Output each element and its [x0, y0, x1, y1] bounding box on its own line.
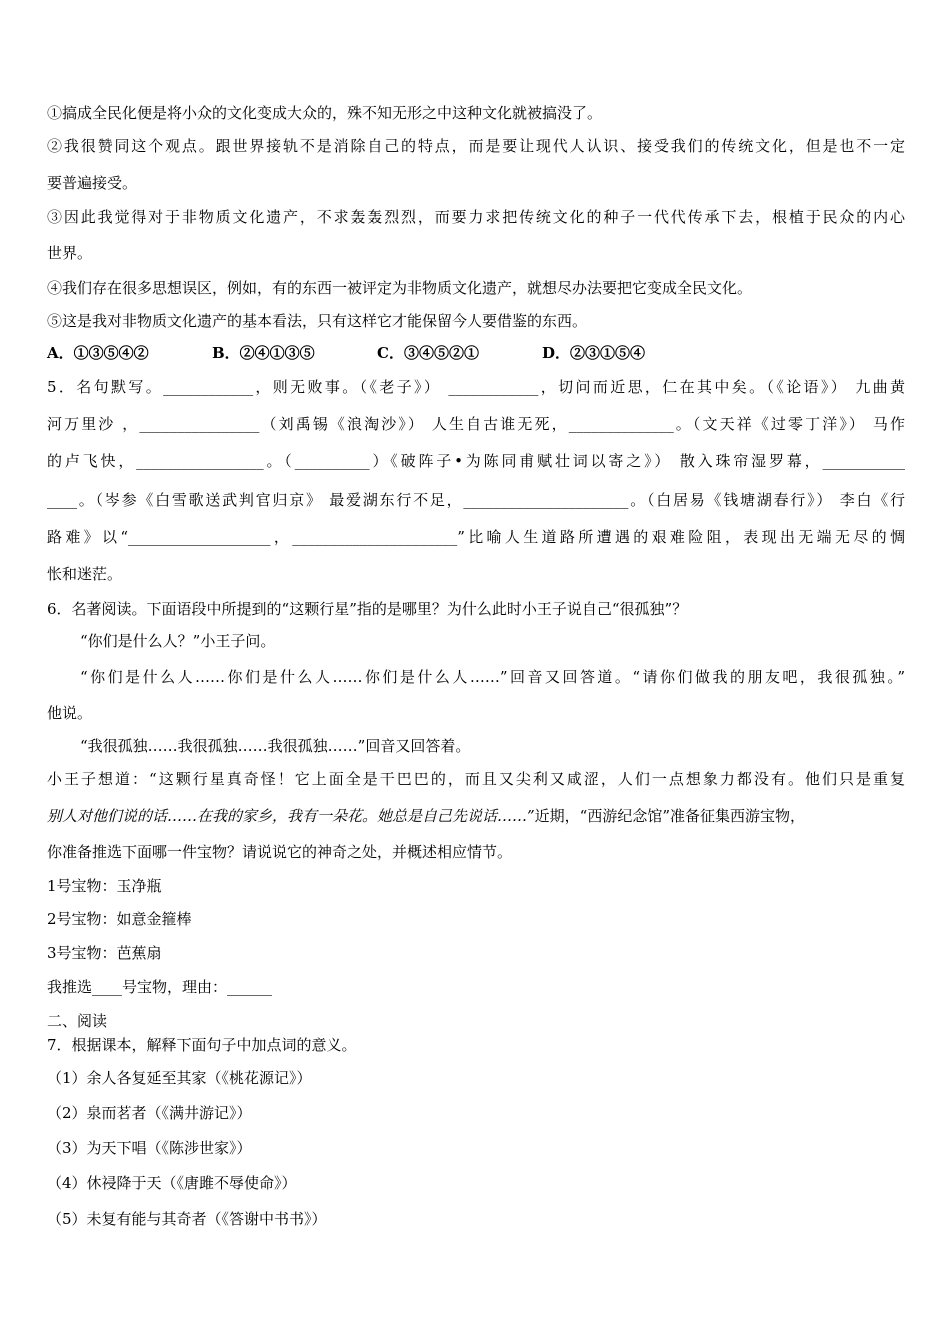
q5-line-6: 怅和迷茫。 [47, 565, 123, 583]
q6-italic-quote: 别人对他们说的话……在我的家乡，我有一朵花。她总是自己先说话……” [47, 807, 535, 825]
q5-line-2: 河万里沙 ，________________（刘禹锡《浪淘沙》） 人生自古谁无死，______________。（文天祥《过零丁洋》） 马作 [47, 415, 905, 433]
q7-item-2: （2）泉而茗者（《满井游记》） [47, 1104, 252, 1122]
q6-passage-1: “你们是什么人？”小王子问。 [80, 632, 276, 650]
q4-options [47, 343, 645, 363]
q7-item-5: （5）未复有能与其奇者（《答谢中书书》） [47, 1210, 327, 1228]
q6-passage-4: 小王子想道：“这颗行星真奇怪！它上面全是干巴巴的，而且又尖利又咸涩，人们一点想象力都没有。他们只是重复 [47, 770, 905, 788]
q5-line-1: 5．名句默写。____________，则无败事。（《老子》） ____________，切问而近思，仁在其中矣。（《论语》） 九曲黄 [47, 378, 905, 396]
option-c: C．③④⑤②① [377, 344, 479, 362]
q4-item-3-cont: 世界。 [47, 244, 93, 262]
q5-line-3: 的卢飞快，_________________。（__________）《破阵子•为陈同甫赋壮词以寄之》） 散入珠帘湿罗幕，___________ [47, 452, 905, 470]
q7-item-1: （1）余人各复延至其家（《桃花源记》） [47, 1069, 312, 1087]
option-b: B．②④①③⑤ [212, 344, 315, 362]
option-a: A．①③⑤④② [47, 344, 149, 362]
q5-line-4: ____。（岑参《白雪歌送武判官归京》 最爱湖东行不足，______________________。（白居易《钱塘湖春行》） 李白《行 [47, 491, 905, 509]
q7-item-3: （3）为天下唱（《陈涉世家》） [47, 1139, 252, 1157]
q4-item-1: ①搞成全民化便是将小众的文化变成大众的，殊不知无形之中这种文化就被搞没了。 [47, 104, 603, 122]
q4-item-5: ⑤这是我对非物质文化遗产的基本看法，只有这样它才能保留今人要借鉴的东西。 [47, 312, 588, 330]
q6-prompt: 近期，“西游纪念馆”准备征集西游宝物， [534, 807, 806, 825]
q6-passage-5: 你准备推选下面哪一件宝物？请说说它的神奇之处，并概述相应情节。 [47, 843, 513, 861]
q4-item-4: ④我们存在很多思想误区，例如，有的东西一被评定为非物质文化遗产，就想尽办法要把它变成全民文化。 [47, 279, 753, 297]
treasure-1: 1号宝物：玉净瓶 [47, 877, 162, 895]
recommend-line: 我推选____号宝物，理由：______ [47, 978, 273, 996]
q6-passage-2-cont: 他说。 [47, 704, 93, 722]
q7-item-4: （4）休祲降于天（《唐雎不辱使命》） [47, 1174, 297, 1192]
section-2-heading: 二、阅读 [47, 1012, 108, 1030]
q6-passage-2: “你们是什么人……你们是什么人……你们是什么人……”回音又回答道。“请你们做我的朋友吧，我很孤独。” [80, 668, 905, 686]
q4-item-2: ②我很赞同这个观点。跟世界接轨不是消除自己的特点，而是要让现代人认识、接受我们的传统文化，但是也不一定 [47, 137, 905, 155]
treasure-2: 2号宝物：如意金箍棒 [47, 910, 192, 928]
q7-question: 7．根据课本，解释下面句子中加点词的意义。 [47, 1036, 357, 1054]
option-d: D．②③①⑤④ [542, 344, 646, 362]
q5-line-5: 路难》以“___________________，______________________”比喻人生道路所遭遇的艰难险阻，表现出无端无尽的惆 [47, 528, 905, 546]
q6-question: 6．名著阅读。下面语段中所提到的“这颗行星”指的是哪里？为什么此时小王子说自己“很孤独”？ [47, 600, 688, 618]
q6-passage-4-cont [47, 806, 805, 826]
treasure-3: 3号宝物：芭蕉扇 [47, 944, 162, 962]
q4-item-3: ③因此我觉得对于非物质文化遗产，不求轰轰烈烈，而要力求把传统文化的种子一代代传承下去，根植于民众的内心 [47, 208, 905, 226]
q6-passage-3: “我很孤独……我很孤独……我很孤独……”回音又回答着。 [80, 737, 471, 755]
q4-item-2-cont: 要普遍接受。 [47, 174, 138, 192]
